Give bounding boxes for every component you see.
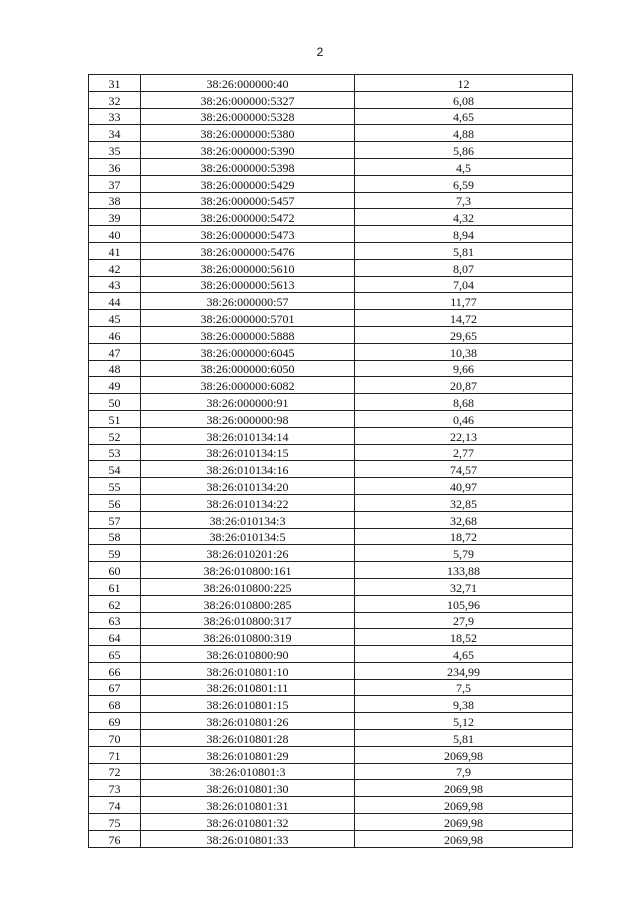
table-row	[89, 578, 573, 595]
table-row	[89, 494, 573, 511]
cadastral-number-cell: 38:26:000000:57	[141, 293, 355, 310]
area-cell: 234,99	[355, 662, 573, 679]
row-number-cell: 62	[89, 595, 141, 612]
table-row	[89, 679, 573, 696]
row-number-cell: 35	[89, 142, 141, 159]
cadastral-number-cell: 38:26:000000:5328	[141, 108, 355, 125]
table-row	[89, 326, 573, 343]
cadastral-number-cell: 38:26:000000:5429	[141, 175, 355, 192]
table-row	[89, 629, 573, 646]
area-cell: 40,97	[355, 478, 573, 495]
table-row	[89, 696, 573, 713]
row-number-cell: 49	[89, 377, 141, 394]
area-cell: 7,3	[355, 192, 573, 209]
area-cell: 29,65	[355, 326, 573, 343]
area-cell: 133,88	[355, 562, 573, 579]
area-cell: 7,9	[355, 763, 573, 780]
area-cell: 20,87	[355, 377, 573, 394]
cadastral-number-cell: 38:26:000000:5398	[141, 158, 355, 175]
table-row	[89, 646, 573, 663]
row-number-cell: 48	[89, 360, 141, 377]
row-number-cell: 67	[89, 679, 141, 696]
cadastral-number-cell: 38:26:010800:90	[141, 646, 355, 663]
area-cell: 9,66	[355, 360, 573, 377]
table-row	[89, 108, 573, 125]
page-number: 2	[316, 45, 324, 59]
table-row	[89, 410, 573, 427]
table-row	[89, 780, 573, 797]
cadastral-number-cell: 38:26:010800:285	[141, 595, 355, 612]
cadastral-number-cell: 38:26:000000:5473	[141, 226, 355, 243]
table-row	[89, 814, 573, 831]
area-cell: 7,04	[355, 276, 573, 293]
table-row	[89, 192, 573, 209]
cadastral-number-cell: 38:26:000000:5327	[141, 91, 355, 108]
cadastral-number-cell: 38:26:010800:225	[141, 578, 355, 595]
cadastral-number-cell: 38:26:010134:5	[141, 528, 355, 545]
table-row	[89, 209, 573, 226]
table-row	[89, 511, 573, 528]
area-cell: 32,85	[355, 494, 573, 511]
row-number-cell: 61	[89, 578, 141, 595]
table-row	[89, 461, 573, 478]
cadastral-number-cell: 38:26:000000:40	[141, 75, 355, 92]
table-row	[89, 562, 573, 579]
table-row	[89, 276, 573, 293]
row-number-cell: 71	[89, 746, 141, 763]
cadastral-number-cell: 38:26:000000:5701	[141, 310, 355, 327]
row-number-cell: 76	[89, 830, 141, 847]
area-cell: 10,38	[355, 343, 573, 360]
row-number-cell: 70	[89, 730, 141, 747]
table-row	[89, 830, 573, 847]
table-row	[89, 360, 573, 377]
area-cell: 8,94	[355, 226, 573, 243]
area-cell: 4,88	[355, 125, 573, 142]
table-row	[89, 478, 573, 495]
cadastral-number-cell: 38:26:010801:3	[141, 763, 355, 780]
row-number-cell: 74	[89, 797, 141, 814]
cadastral-number-cell: 38:26:010800:161	[141, 562, 355, 579]
row-number-cell: 36	[89, 158, 141, 175]
area-cell: 2069,98	[355, 830, 573, 847]
cadastral-number-cell: 38:26:000000:6050	[141, 360, 355, 377]
table-row	[89, 662, 573, 679]
table-row	[89, 394, 573, 411]
row-number-cell: 52	[89, 427, 141, 444]
cadastral-number-cell: 38:26:000000:5476	[141, 242, 355, 259]
cadastral-number-cell: 38:26:010201:26	[141, 545, 355, 562]
table-row	[89, 125, 573, 142]
cadastral-number-cell: 38:26:000000:98	[141, 410, 355, 427]
table-row	[89, 763, 573, 780]
area-cell: 5,86	[355, 142, 573, 159]
area-cell: 5,81	[355, 730, 573, 747]
area-cell: 32,71	[355, 578, 573, 595]
table-row	[89, 730, 573, 747]
row-number-cell: 38	[89, 192, 141, 209]
row-number-cell: 72	[89, 763, 141, 780]
area-cell: 8,07	[355, 259, 573, 276]
table-row	[89, 595, 573, 612]
row-number-cell: 33	[89, 108, 141, 125]
row-number-cell: 45	[89, 310, 141, 327]
cadastral-number-cell: 38:26:000000:91	[141, 394, 355, 411]
row-number-cell: 66	[89, 662, 141, 679]
cadastral-number-cell: 38:26:010801:30	[141, 780, 355, 797]
cadastral-number-cell: 38:26:010134:3	[141, 511, 355, 528]
row-number-cell: 64	[89, 629, 141, 646]
parcel-table-body	[89, 75, 573, 848]
cadastral-number-cell: 38:26:010801:32	[141, 814, 355, 831]
row-number-cell: 39	[89, 209, 141, 226]
table-row	[89, 545, 573, 562]
row-number-cell: 50	[89, 394, 141, 411]
cadastral-number-cell: 38:26:000000:5610	[141, 259, 355, 276]
cadastral-number-cell: 38:26:010800:319	[141, 629, 355, 646]
row-number-cell: 46	[89, 326, 141, 343]
parcel-table	[88, 74, 573, 848]
cadastral-number-cell: 38:26:010801:26	[141, 713, 355, 730]
area-cell: 4,5	[355, 158, 573, 175]
table-row	[89, 158, 573, 175]
area-cell: 9,38	[355, 696, 573, 713]
cadastral-number-cell: 38:26:000000:6082	[141, 377, 355, 394]
area-cell: 6,08	[355, 91, 573, 108]
cadastral-number-cell: 38:26:000000:5888	[141, 326, 355, 343]
table-row	[89, 75, 573, 92]
row-number-cell: 32	[89, 91, 141, 108]
cadastral-number-cell: 38:26:010800:317	[141, 612, 355, 629]
area-cell: 2069,98	[355, 780, 573, 797]
area-cell: 105,96	[355, 595, 573, 612]
table-row	[89, 427, 573, 444]
row-number-cell: 68	[89, 696, 141, 713]
row-number-cell: 56	[89, 494, 141, 511]
area-cell: 0,46	[355, 410, 573, 427]
cadastral-number-cell: 38:26:000000:5380	[141, 125, 355, 142]
table-row	[89, 259, 573, 276]
row-number-cell: 63	[89, 612, 141, 629]
row-number-cell: 40	[89, 226, 141, 243]
area-cell: 4,65	[355, 646, 573, 663]
row-number-cell: 51	[89, 410, 141, 427]
area-cell: 74,57	[355, 461, 573, 478]
table-row	[89, 377, 573, 394]
cadastral-number-cell: 38:26:010801:31	[141, 797, 355, 814]
table-row	[89, 343, 573, 360]
cadastral-number-cell: 38:26:010801:28	[141, 730, 355, 747]
area-cell: 7,5	[355, 679, 573, 696]
area-cell: 2069,98	[355, 746, 573, 763]
cadastral-number-cell: 38:26:000000:5613	[141, 276, 355, 293]
cadastral-number-cell: 38:26:010801:33	[141, 830, 355, 847]
area-cell: 8,68	[355, 394, 573, 411]
area-cell: 14,72	[355, 310, 573, 327]
row-number-cell: 60	[89, 562, 141, 579]
row-number-cell: 37	[89, 175, 141, 192]
row-number-cell: 55	[89, 478, 141, 495]
cadastral-number-cell: 38:26:000000:6045	[141, 343, 355, 360]
area-cell: 5,79	[355, 545, 573, 562]
area-cell: 6,59	[355, 175, 573, 192]
table-row	[89, 142, 573, 159]
table-row	[89, 444, 573, 461]
table-row	[89, 175, 573, 192]
row-number-cell: 44	[89, 293, 141, 310]
row-number-cell: 41	[89, 242, 141, 259]
row-number-cell: 43	[89, 276, 141, 293]
area-cell: 32,68	[355, 511, 573, 528]
table-row	[89, 713, 573, 730]
row-number-cell: 59	[89, 545, 141, 562]
table-row	[89, 612, 573, 629]
row-number-cell: 34	[89, 125, 141, 142]
cadastral-number-cell: 38:26:010801:11	[141, 679, 355, 696]
table-row	[89, 746, 573, 763]
table-row	[89, 528, 573, 545]
area-cell: 2069,98	[355, 814, 573, 831]
area-cell: 12	[355, 75, 573, 92]
table-row	[89, 91, 573, 108]
area-cell: 18,72	[355, 528, 573, 545]
area-cell: 2,77	[355, 444, 573, 461]
row-number-cell: 57	[89, 511, 141, 528]
row-number-cell: 31	[89, 75, 141, 92]
table-row	[89, 310, 573, 327]
row-number-cell: 42	[89, 259, 141, 276]
area-cell: 11,77	[355, 293, 573, 310]
row-number-cell: 58	[89, 528, 141, 545]
cadastral-number-cell: 38:26:010134:14	[141, 427, 355, 444]
area-cell: 5,12	[355, 713, 573, 730]
row-number-cell: 73	[89, 780, 141, 797]
row-number-cell: 75	[89, 814, 141, 831]
row-number-cell: 53	[89, 444, 141, 461]
cadastral-number-cell: 38:26:010134:22	[141, 494, 355, 511]
table-row	[89, 293, 573, 310]
cadastral-number-cell: 38:26:000000:5390	[141, 142, 355, 159]
row-number-cell: 54	[89, 461, 141, 478]
row-number-cell: 65	[89, 646, 141, 663]
cadastral-number-cell: 38:26:010134:15	[141, 444, 355, 461]
cadastral-number-cell: 38:26:010801:10	[141, 662, 355, 679]
area-cell: 4,32	[355, 209, 573, 226]
row-number-cell: 47	[89, 343, 141, 360]
area-cell: 4,65	[355, 108, 573, 125]
area-cell: 18,52	[355, 629, 573, 646]
cadastral-number-cell: 38:26:010801:29	[141, 746, 355, 763]
cadastral-number-cell: 38:26:000000:5457	[141, 192, 355, 209]
cadastral-number-cell: 38:26:000000:5472	[141, 209, 355, 226]
table-row	[89, 226, 573, 243]
area-cell: 27,9	[355, 612, 573, 629]
area-cell: 22,13	[355, 427, 573, 444]
row-number-cell: 69	[89, 713, 141, 730]
area-cell: 5,81	[355, 242, 573, 259]
area-cell: 2069,98	[355, 797, 573, 814]
cadastral-number-cell: 38:26:010134:20	[141, 478, 355, 495]
table-row	[89, 797, 573, 814]
cadastral-number-cell: 38:26:010134:16	[141, 461, 355, 478]
cadastral-number-cell: 38:26:010801:15	[141, 696, 355, 713]
table-row	[89, 242, 573, 259]
